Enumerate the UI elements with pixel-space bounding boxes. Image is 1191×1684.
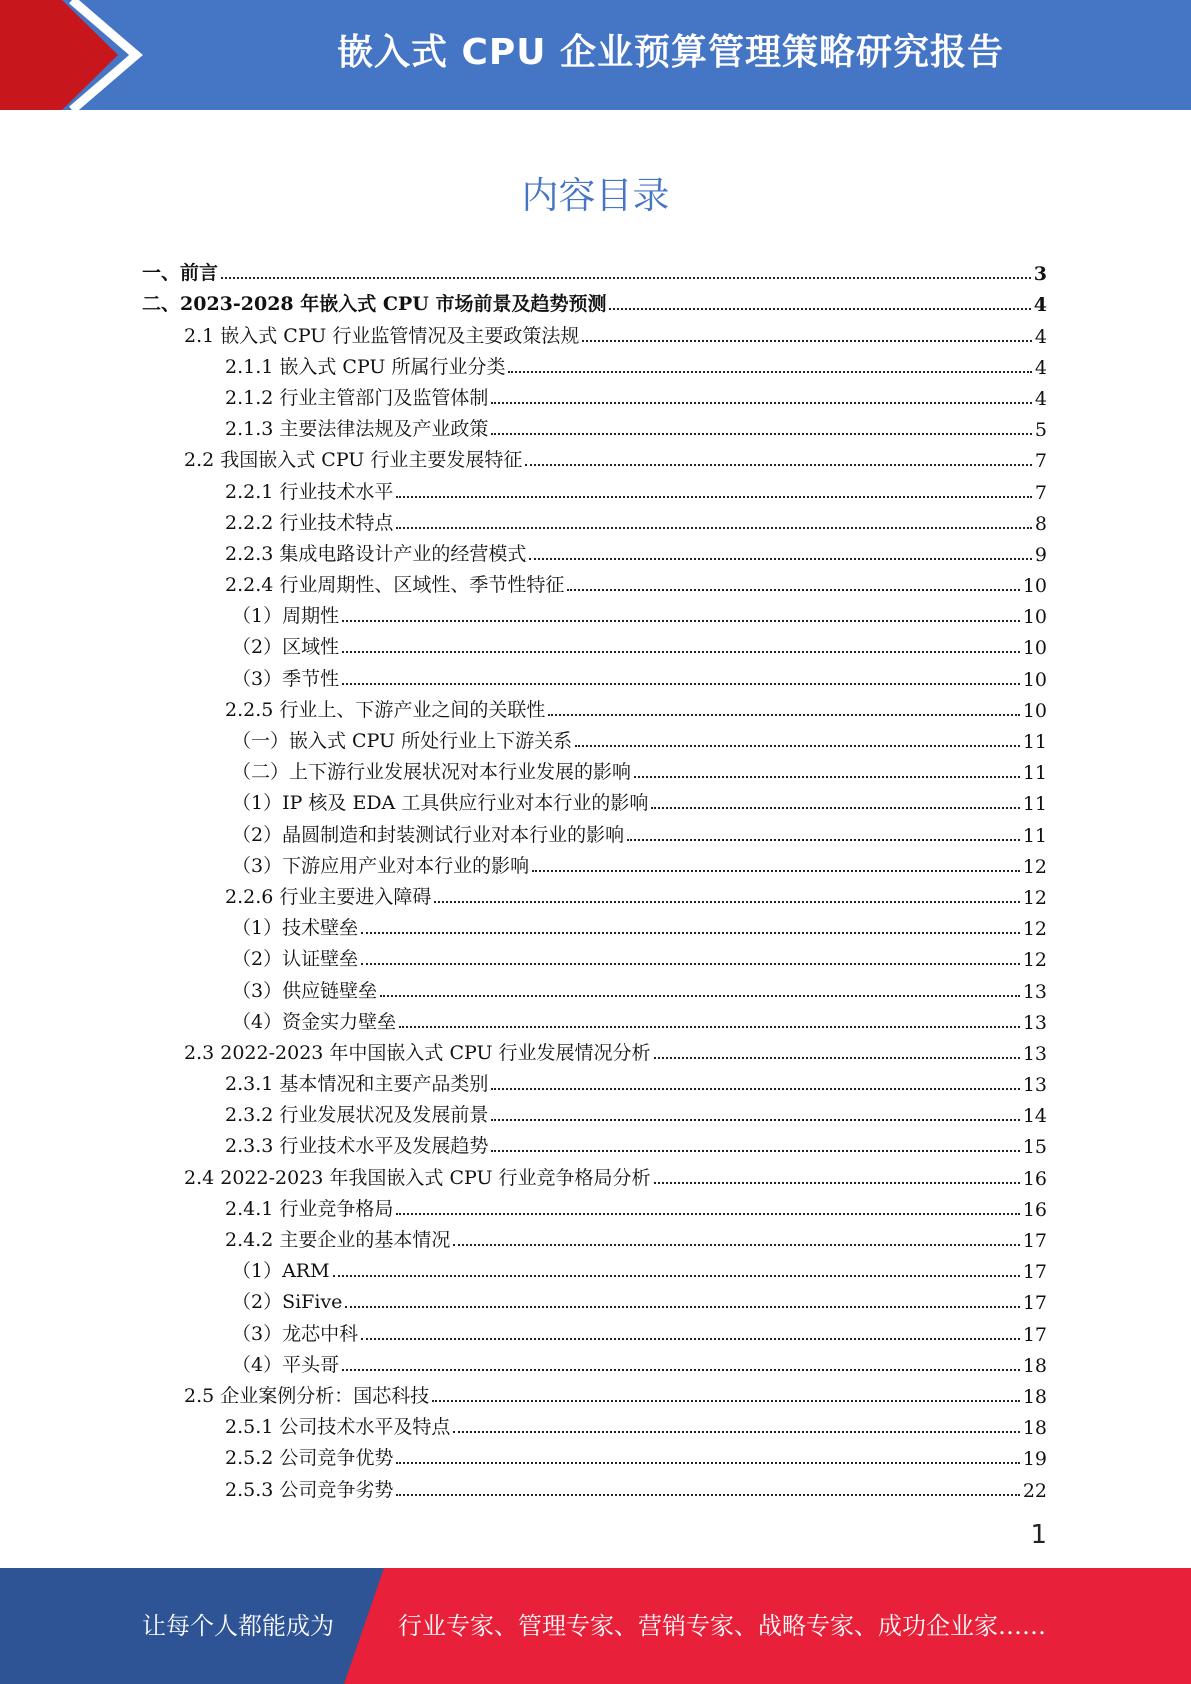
toc-entry-label: 2.5.1 公司技术水平及特点 xyxy=(225,1416,451,1439)
toc-entry[interactable] xyxy=(0,285,1191,316)
toc-entry[interactable] xyxy=(0,753,1191,784)
toc-entry[interactable] xyxy=(0,566,1191,597)
toc-leader-dots xyxy=(333,1275,1020,1277)
toc-leader-dots xyxy=(651,807,1019,809)
toc-leader-dots xyxy=(525,464,1032,466)
toc-entry-label: 2.2.1 行业技术水平 xyxy=(225,480,394,503)
toc-entry[interactable] xyxy=(0,1190,1191,1221)
toc-entry-label: （1）周期性 xyxy=(232,605,340,628)
toc-entry-label: （二）上下游行业发展状况对本行业发展的影响 xyxy=(232,761,632,784)
toc-entry[interactable] xyxy=(0,815,1191,846)
toc-entry-label: 2.2.6 行业主要进入障碍 xyxy=(225,885,432,908)
toc-leader-dots xyxy=(491,1088,1019,1090)
toc-entry-label: （4）资金实力壁垒 xyxy=(232,1010,397,1033)
toc-entry-label: （一）嵌入式 CPU 所处行业上下游关系 xyxy=(232,730,573,752)
toc-leader-dots xyxy=(361,1338,1020,1340)
toc-entry[interactable] xyxy=(0,1065,1191,1096)
toc-entry-label: 2.1 嵌入式 CPU 行业监管情况及主要政策法规 xyxy=(184,324,580,347)
toc-leader-dots xyxy=(582,340,1032,342)
toc-entry-label: 2.1.2 行业主管部门及监管体制 xyxy=(225,386,489,409)
toc-entry[interactable] xyxy=(0,535,1191,566)
toc-leader-dots xyxy=(491,433,1032,435)
toc-entry-page: 3 xyxy=(1033,263,1047,286)
toc-entry[interactable] xyxy=(0,504,1191,535)
toc-entry-label: （2）区域性 xyxy=(232,636,340,659)
toc-entry-label: 2.2.4 行业周期性、区域性、季节性特征 xyxy=(225,574,565,597)
toc-entry-label: （2）SiFive xyxy=(232,1291,343,1314)
toc-entry[interactable] xyxy=(0,1408,1191,1439)
toc-entry-label: 2.3.2 行业发展状况及发展前景 xyxy=(225,1104,489,1127)
toc-leader-dots xyxy=(491,1150,1019,1152)
toc-leader-dots xyxy=(361,963,1020,965)
toc-leader-dots xyxy=(567,589,1019,591)
toc-leader-dots xyxy=(491,1119,1019,1121)
toc-entry-page: 12 xyxy=(1022,886,1047,909)
toc-entry[interactable] xyxy=(0,909,1191,940)
toc-entry-label: 2.3 2022-2023 年中国嵌入式 CPU 行业发展情况分析 xyxy=(184,1041,651,1064)
toc-leader-dots xyxy=(609,308,1030,310)
toc-leader-dots xyxy=(342,651,1020,653)
toc-entry-page: 18 xyxy=(1022,1385,1047,1408)
toc-entry[interactable] xyxy=(0,254,1191,285)
toc-entry[interactable] xyxy=(0,659,1191,690)
toc-entry-label: 2.4.1 行业竞争格局 xyxy=(225,1197,394,1220)
toc-leader-dots xyxy=(491,402,1032,404)
toc-entry-page: 17 xyxy=(1022,1261,1047,1284)
toc-leader-dots xyxy=(399,1026,1020,1028)
toc-entry[interactable] xyxy=(0,597,1191,628)
toc-leader-dots xyxy=(453,1431,1019,1433)
toc-entry-label: 2.5 企业案例分析：国芯科技 xyxy=(184,1384,430,1407)
toc-entry-label: 二、2023-2028 年嵌入式 CPU 市场前景及趋势预测 xyxy=(142,293,607,316)
page-number: 1 xyxy=(1030,1520,1047,1550)
toc-entry-page: 11 xyxy=(1022,824,1047,847)
toc-entry-page: 13 xyxy=(1022,1074,1047,1097)
toc-leader-dots xyxy=(221,277,1031,279)
toc-leader-dots xyxy=(432,1400,1020,1402)
toc-entry[interactable] xyxy=(0,691,1191,722)
toc-entry[interactable] xyxy=(0,1158,1191,1189)
toc-entry-label: （3）龙芯中科 xyxy=(232,1322,359,1345)
toc-leader-dots xyxy=(548,714,1019,716)
report-title: 嵌入式 CPU 企业预算管理策略研究报告 xyxy=(336,32,1005,73)
toc-entry-label: 2.1.1 嵌入式 CPU 所属行业分类 xyxy=(225,355,506,378)
toc-entry-label: 2.2.5 行业上、下游产业之间的关联性 xyxy=(225,698,546,721)
toc-entry-page: 13 xyxy=(1022,1011,1047,1034)
toc-entry-label: 2.3.1 基本情况和主要产品类别 xyxy=(225,1073,489,1096)
toc-entry[interactable] xyxy=(0,1252,1191,1283)
toc-entry[interactable] xyxy=(0,1034,1191,1065)
toc-entry-label: 2.2 我国嵌入式 CPU 行业主要发展特征 xyxy=(184,449,523,472)
toc-entry-label: 2.3.3 行业技术水平及发展趋势 xyxy=(225,1135,489,1158)
toc-entry[interactable] xyxy=(0,847,1191,878)
toc-entry-page: 17 xyxy=(1022,1323,1047,1346)
toc-leader-dots xyxy=(361,932,1020,934)
toc-entry-label: （1）ARM xyxy=(232,1260,330,1283)
toc-leader-dots xyxy=(508,371,1031,373)
toc-entry-page: 10 xyxy=(1022,699,1047,722)
toc-entry[interactable] xyxy=(0,628,1191,659)
toc-entry-page: 12 xyxy=(1022,949,1047,972)
toc-entry-label: （3）供应链壁垒 xyxy=(232,979,378,1002)
toc-entry[interactable] xyxy=(0,472,1191,503)
toc-entry[interactable] xyxy=(0,971,1191,1002)
footer-slogan-right: 行业专家、管理专家、营销专家、战略专家、成功企业家…… xyxy=(398,1612,1046,1640)
toc-entry-label: 2.4 2022-2023 年我国嵌入式 CPU 行业竞争格局分析 xyxy=(184,1166,651,1189)
toc-leader-dots xyxy=(634,776,1020,778)
toc-entry-page: 4 xyxy=(1034,387,1047,410)
toc-entry-page: 19 xyxy=(1022,1448,1047,1471)
toc-entry-page: 4 xyxy=(1034,356,1047,379)
toc-entry-label: 2.1.3 主要法律法规及产业政策 xyxy=(225,418,489,441)
toc-entry[interactable] xyxy=(0,1346,1191,1377)
toc-entry-page: 14 xyxy=(1022,1105,1047,1128)
toc-entry-label: 2.5.3 公司竞争劣势 xyxy=(225,1478,394,1501)
toc-leader-dots xyxy=(453,1244,1019,1246)
footer-banner xyxy=(0,1568,1191,1684)
toc-leader-dots xyxy=(434,901,1019,903)
toc-leader-dots xyxy=(342,683,1020,685)
toc-leader-dots xyxy=(380,995,1020,997)
toc-entry-page: 10 xyxy=(1022,637,1047,660)
toc-entry-page: 16 xyxy=(1022,1167,1047,1190)
toc-leader-dots xyxy=(529,558,1032,560)
toc-entry[interactable] xyxy=(0,1314,1191,1345)
toc-entry-page: 18 xyxy=(1022,1417,1047,1440)
toc-entry-page: 9 xyxy=(1034,543,1047,566)
toc-entry-page: 7 xyxy=(1034,450,1047,473)
toc-entry[interactable] xyxy=(0,722,1191,753)
toc-entry-label: （1）技术壁垒 xyxy=(232,917,359,940)
toc-entry-page: 10 xyxy=(1022,606,1047,629)
toc-leader-dots xyxy=(654,1057,1020,1059)
toc-entry-page: 11 xyxy=(1022,793,1047,816)
toc-entry-page: 18 xyxy=(1022,1354,1047,1377)
toc-entry[interactable] xyxy=(0,316,1191,347)
toc-entry-page: 11 xyxy=(1022,762,1047,785)
toc-entry-label: 2.4.2 主要企业的基本情况 xyxy=(225,1229,451,1251)
toc-entry[interactable] xyxy=(0,1439,1191,1470)
toc-entry-page: 22 xyxy=(1022,1479,1047,1502)
header-bar xyxy=(0,0,1191,110)
toc-entry[interactable] xyxy=(0,1003,1191,1034)
toc-entry-page: 4 xyxy=(1033,294,1047,317)
toc-entry[interactable] xyxy=(0,784,1191,815)
toc-entry-page: 15 xyxy=(1022,1136,1047,1159)
table-of-contents xyxy=(0,254,1191,1502)
toc-heading: 内容目录 xyxy=(521,174,670,217)
toc-entry[interactable] xyxy=(0,379,1191,410)
footer-slogan-left: 让每个人都能成为 xyxy=(142,1612,334,1640)
toc-entry-label: （2）认证壁垒 xyxy=(232,948,359,971)
toc-leader-dots xyxy=(396,1462,1019,1464)
toc-leader-dots xyxy=(532,870,1020,872)
toc-entry[interactable] xyxy=(0,1283,1191,1314)
toc-entry[interactable] xyxy=(0,1377,1191,1408)
toc-entry-page: 8 xyxy=(1034,512,1047,535)
toc-entry[interactable] xyxy=(0,1221,1191,1252)
toc-leader-dots xyxy=(345,1306,1019,1308)
toc-entry-label: 2.5.2 公司竞争优势 xyxy=(225,1447,394,1470)
toc-entry-label: （4）平头哥 xyxy=(232,1353,340,1376)
toc-entry-page: 10 xyxy=(1022,668,1047,691)
toc-entry-page: 7 xyxy=(1034,481,1047,504)
toc-entry[interactable] xyxy=(0,1470,1191,1501)
header-arrow-icon xyxy=(0,0,160,110)
toc-leader-dots xyxy=(396,1494,1019,1496)
toc-entry-page: 12 xyxy=(1022,855,1047,878)
toc-entry-label: （2）晶圆制造和封装测试行业对本行业的影响 xyxy=(232,823,625,846)
toc-entry[interactable] xyxy=(0,348,1191,379)
toc-entry-page: 17 xyxy=(1022,1292,1047,1315)
toc-entry[interactable] xyxy=(0,940,1191,971)
toc-entry[interactable] xyxy=(0,878,1191,909)
toc-entry-page: 16 xyxy=(1022,1198,1047,1221)
toc-entry[interactable] xyxy=(0,1096,1191,1127)
toc-leader-dots xyxy=(654,1182,1020,1184)
toc-leader-dots xyxy=(396,496,1032,498)
toc-leader-dots xyxy=(396,527,1032,529)
toc-entry-page: 17 xyxy=(1022,1230,1047,1252)
toc-entry-label: （3）季节性 xyxy=(232,667,340,690)
toc-entry-page: 5 xyxy=(1034,419,1047,442)
toc-entry-page: 13 xyxy=(1022,980,1047,1003)
toc-leader-dots xyxy=(575,745,1020,747)
toc-entry-page: 4 xyxy=(1034,325,1047,348)
toc-entry[interactable] xyxy=(0,410,1191,441)
toc-leader-dots xyxy=(342,620,1020,622)
toc-entry[interactable] xyxy=(0,1127,1191,1158)
toc-entry-page: 13 xyxy=(1022,1042,1047,1065)
toc-entry-page: 10 xyxy=(1022,575,1047,598)
toc-entry-label: 一、前言 xyxy=(142,262,219,285)
toc-entry-label: （1）IP 核及 EDA 工具供应行业对本行业的影响 xyxy=(232,792,649,815)
toc-entry-label: 2.2.3 集成电路设计产业的经营模式 xyxy=(225,542,527,565)
toc-leader-dots xyxy=(342,1369,1020,1371)
toc-entry-label: （3）下游应用产业对本行业的影响 xyxy=(232,854,530,877)
toc-leader-dots xyxy=(396,1213,1019,1215)
toc-entry-label: 2.2.2 行业技术特点 xyxy=(225,511,394,534)
toc-entry-page: 11 xyxy=(1022,731,1047,753)
toc-entry[interactable] xyxy=(0,441,1191,472)
toc-entry-page: 12 xyxy=(1022,918,1047,941)
toc-leader-dots xyxy=(627,839,1020,841)
